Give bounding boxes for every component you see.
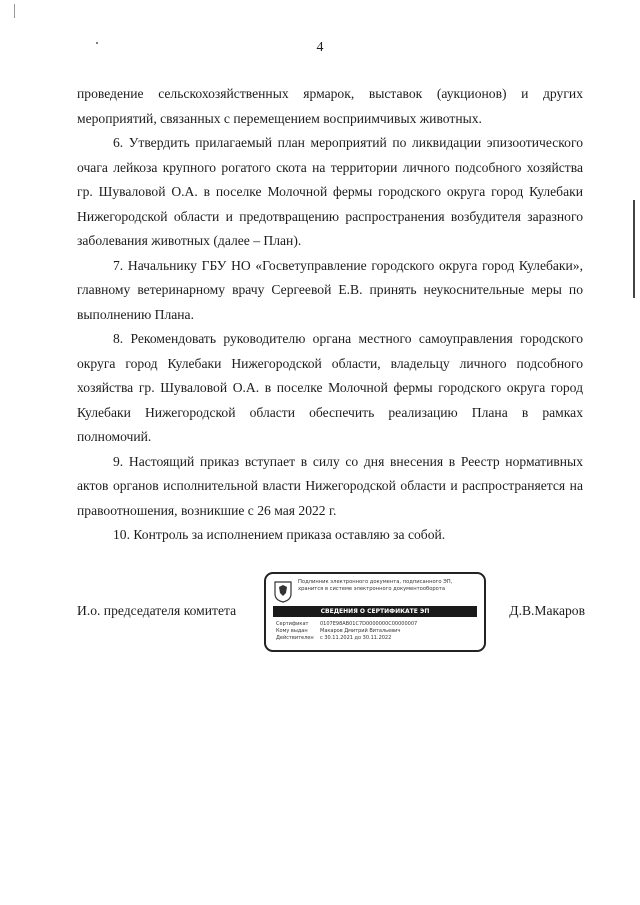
signatory-name: Д.В.Макаров [509,603,585,618]
electronic-signature-stamp [264,572,486,652]
stamp-certificate-value: 0107E98AB01C7D0000000C00000007 [320,621,418,627]
stamp-certificate-row [276,621,480,628]
signatory-position: И.о. председателя комитета [77,603,237,618]
paragraph-item-6: 6. Утвердить прилагаемый план мероприятий по ликвидации эпизоотического очага лейкоза крупного рогатого скота на территории личного подсобного хозяйства гр. Шуваловой О.А. в поселке Молочной фермы городского округа город Кулебаки Нижегородской области и предотвращению распространения возбудителя заразного заболевания животных (далее – План). [77,135,583,248]
coat-of-arms-icon [274,581,292,603]
paragraph-item-9: 9. Настоящий приказ вступает в силу со дня внесения в Реестр нормативных актов органов исполнительной власти Нижегородской области и распространяется на правоотношения, возникшие с 26 мая 2022 г. [77,453,583,518]
scan-mark [14,4,15,18]
scan-edge [633,200,635,298]
stamp-header [298,579,480,593]
stamp-details [276,621,480,642]
paragraph-item-8: 8. Рекомендовать руководителю органа местного самоуправления городского округа город Кулебаки Нижегородской области, владельцу личного подсобного хозяйства гр. Шуваловой О.А. в поселке Молочной фермы городского округа город Кулебаки Нижегородской области обеспечить реализацию Плана в рамках полномочий. [77,331,583,444]
stamp-valid-row [276,635,480,642]
body-text [77,82,583,548]
stamp-issued-row [276,628,480,635]
stamp-line-1: Подлинник электронного документа, подписанного ЭП, [298,579,453,585]
stamp-issued-value: Макаров Дмитрий Витальевич [320,628,401,634]
stamp-valid-value: с 30.11.2021 до 30.11.2022 [320,635,392,641]
stamp-line-2: хранится в системе электронного документооборота [298,586,446,592]
stamp-valid-label: Действителен [276,635,314,641]
page-number: 4 [316,40,324,55]
paragraph-continuation: проведение сельскохозяйственных ярмарок, выставок (аукционов) и других мероприятий, связанных с перемещением восприимчивых животных. [77,86,583,126]
stamp-certificate-label: Сертификат [276,621,309,627]
paragraph-item-10: 10. Контроль за исполнением приказа оставляю за собой. [113,527,446,542]
stamp-title: СВЕДЕНИЯ О СЕРТИФИКАТЕ ЭП [273,606,477,617]
stamp-issued-label: Кому выдан [276,628,308,634]
paragraph-item-7: 7. Начальнику ГБУ НО «Госветуправление городского округа город Кулебаки», главному ветеринарному врачу Сергеевой Е.В. принять неукоснительные меры по выполнению Плана. [77,257,583,322]
